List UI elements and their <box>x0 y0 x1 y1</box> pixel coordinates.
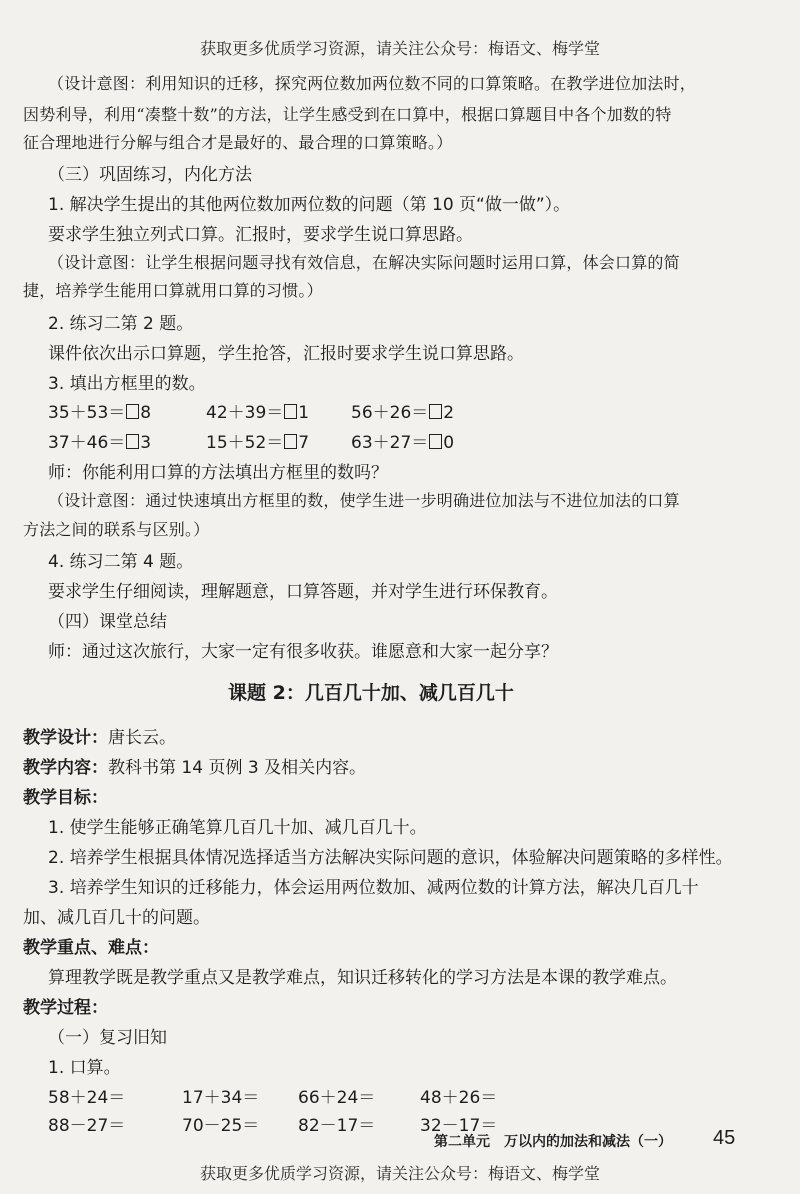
oral-equation: 82－17＝ <box>298 1116 376 1136</box>
page-number: 45 <box>713 1127 736 1149</box>
blank-box <box>284 434 297 449</box>
design-credit: 教学设计：唐长云。 <box>23 728 176 748</box>
teaching-content: 教学内容：教科书第 14 页例 3 及相关内容。 <box>23 758 367 778</box>
box-equation: 63＋27＝ 0 <box>351 433 455 453</box>
exercise-line: 要求学生仔细阅读，理解题意，口算答题，并对学生进行环保教育。 <box>48 582 558 602</box>
design-note-line: 方法之间的联系与区别。） <box>23 520 210 539</box>
box-equation: 42＋39＝ 1 <box>206 403 310 423</box>
process-label: 教学过程： <box>23 998 108 1018</box>
watermark-bottom: 获取更多优质学习资源，请关注公众号：梅语文、梅学堂 <box>199 1164 600 1183</box>
key-points-text: 算理教学既是教学重点又是教学难点，知识迁移转化的学习方法是本课的教学难点。 <box>48 968 677 988</box>
watermark-top: 获取更多优质学习资源，请关注公众号：梅语文、梅学堂 <box>199 39 600 58</box>
oral-equation: 70－25＝ <box>182 1116 260 1136</box>
teacher-question: 师：通过这次旅行，大家一定有很多收获。谁愿意和大家一起分享？ <box>48 642 558 662</box>
box-equation: 15＋52＝ 7 <box>206 433 310 453</box>
running-footer: 第二单元 万以内的加法和减法（一） <box>434 1134 672 1150</box>
exercise-line: 课件依次出示口算题，学生抢答，汇报时要求学生说口算思路。 <box>48 344 524 364</box>
exercise-line: 2. 练习二第 2 题。 <box>48 314 194 334</box>
exercise-heading: 1. 口算。 <box>48 1058 121 1078</box>
oral-equation: 58＋24＝ <box>48 1088 126 1108</box>
goal-item: 1. 使学生能够正确笔算几百几十加、减几百几十。 <box>48 818 427 838</box>
section-heading: （四）课堂总结 <box>48 612 167 632</box>
design-note-line: 捷，培养学生能用口算就用口算的习惯。） <box>23 281 323 300</box>
box-equation: 35＋53＝ 8 <box>48 403 152 423</box>
goal-item: 3. 培养学生知识的迁移能力，体会运用两位数加、减两位数的计算方法，解决几百几十 <box>48 878 699 898</box>
oral-equation: 17＋34＝ <box>182 1088 260 1108</box>
blank-box <box>284 404 297 419</box>
oral-equation: 88－27＝ <box>48 1116 126 1136</box>
exercise-line: 要求学生独立列式口算。汇报时，要求学生说口算思路。 <box>48 225 473 245</box>
oral-equation: 32－17＝ <box>420 1116 498 1136</box>
goal-item: 加、减几百几十的问题。 <box>23 908 210 928</box>
blank-box <box>126 404 139 419</box>
exercise-heading: 3. 填出方框里的数。 <box>48 374 206 394</box>
design-note-line: （设计意图：让学生根据问题寻找有效信息，在解决实际问题时运用口算，体会口算的简 <box>48 253 680 272</box>
design-note-line: 征合理地进行分解与组合才是最好的、最合理的口算策略。） <box>23 133 453 152</box>
blank-box <box>126 434 139 449</box>
section-heading: （一）复习旧知 <box>48 1028 167 1048</box>
blank-box <box>429 434 442 449</box>
blank-box <box>429 404 442 419</box>
key-points-label: 教学重点、难点： <box>23 938 159 958</box>
oral-equation: 66＋24＝ <box>298 1088 376 1108</box>
box-equation: 56＋26＝ 2 <box>351 403 455 423</box>
exercise-line: 4. 练习二第 4 题。 <box>48 552 194 572</box>
lesson-title: 课题 2：几百几十加、减几百几十 <box>228 682 514 704</box>
teacher-question: 师：你能利用口算的方法填出方框里的数吗？ <box>48 463 388 483</box>
exercise-line: 1. 解决学生提出的其他两位数加两位数的问题（第 10 页“做一做”）。 <box>48 195 571 215</box>
design-note-line: （设计意图：通过快速填出方框里的数，使学生进一步明确进位加法与不进位加法的口算 <box>48 491 680 510</box>
design-note-line: 因势利导，利用“凑整十数”的方法，让学生感受到在口算中，根据口算题目中各个加数的特 <box>23 105 672 124</box>
design-note-line: （设计意图：利用知识的迁移，探究两位数加两位数不同的口算策略。在教学进位加法时， <box>48 74 697 93</box>
goal-item: 2. 培养学生根据具体情况选择适当方法解决实际问题的意识，体验解决问题策略的多样性。 <box>48 848 733 868</box>
goals-label: 教学目标： <box>23 788 108 808</box>
section-heading: （三）巩固练习，内化方法 <box>48 165 252 185</box>
box-equation: 37＋46＝ 3 <box>48 433 152 453</box>
oral-equation: 48＋26＝ <box>420 1088 498 1108</box>
